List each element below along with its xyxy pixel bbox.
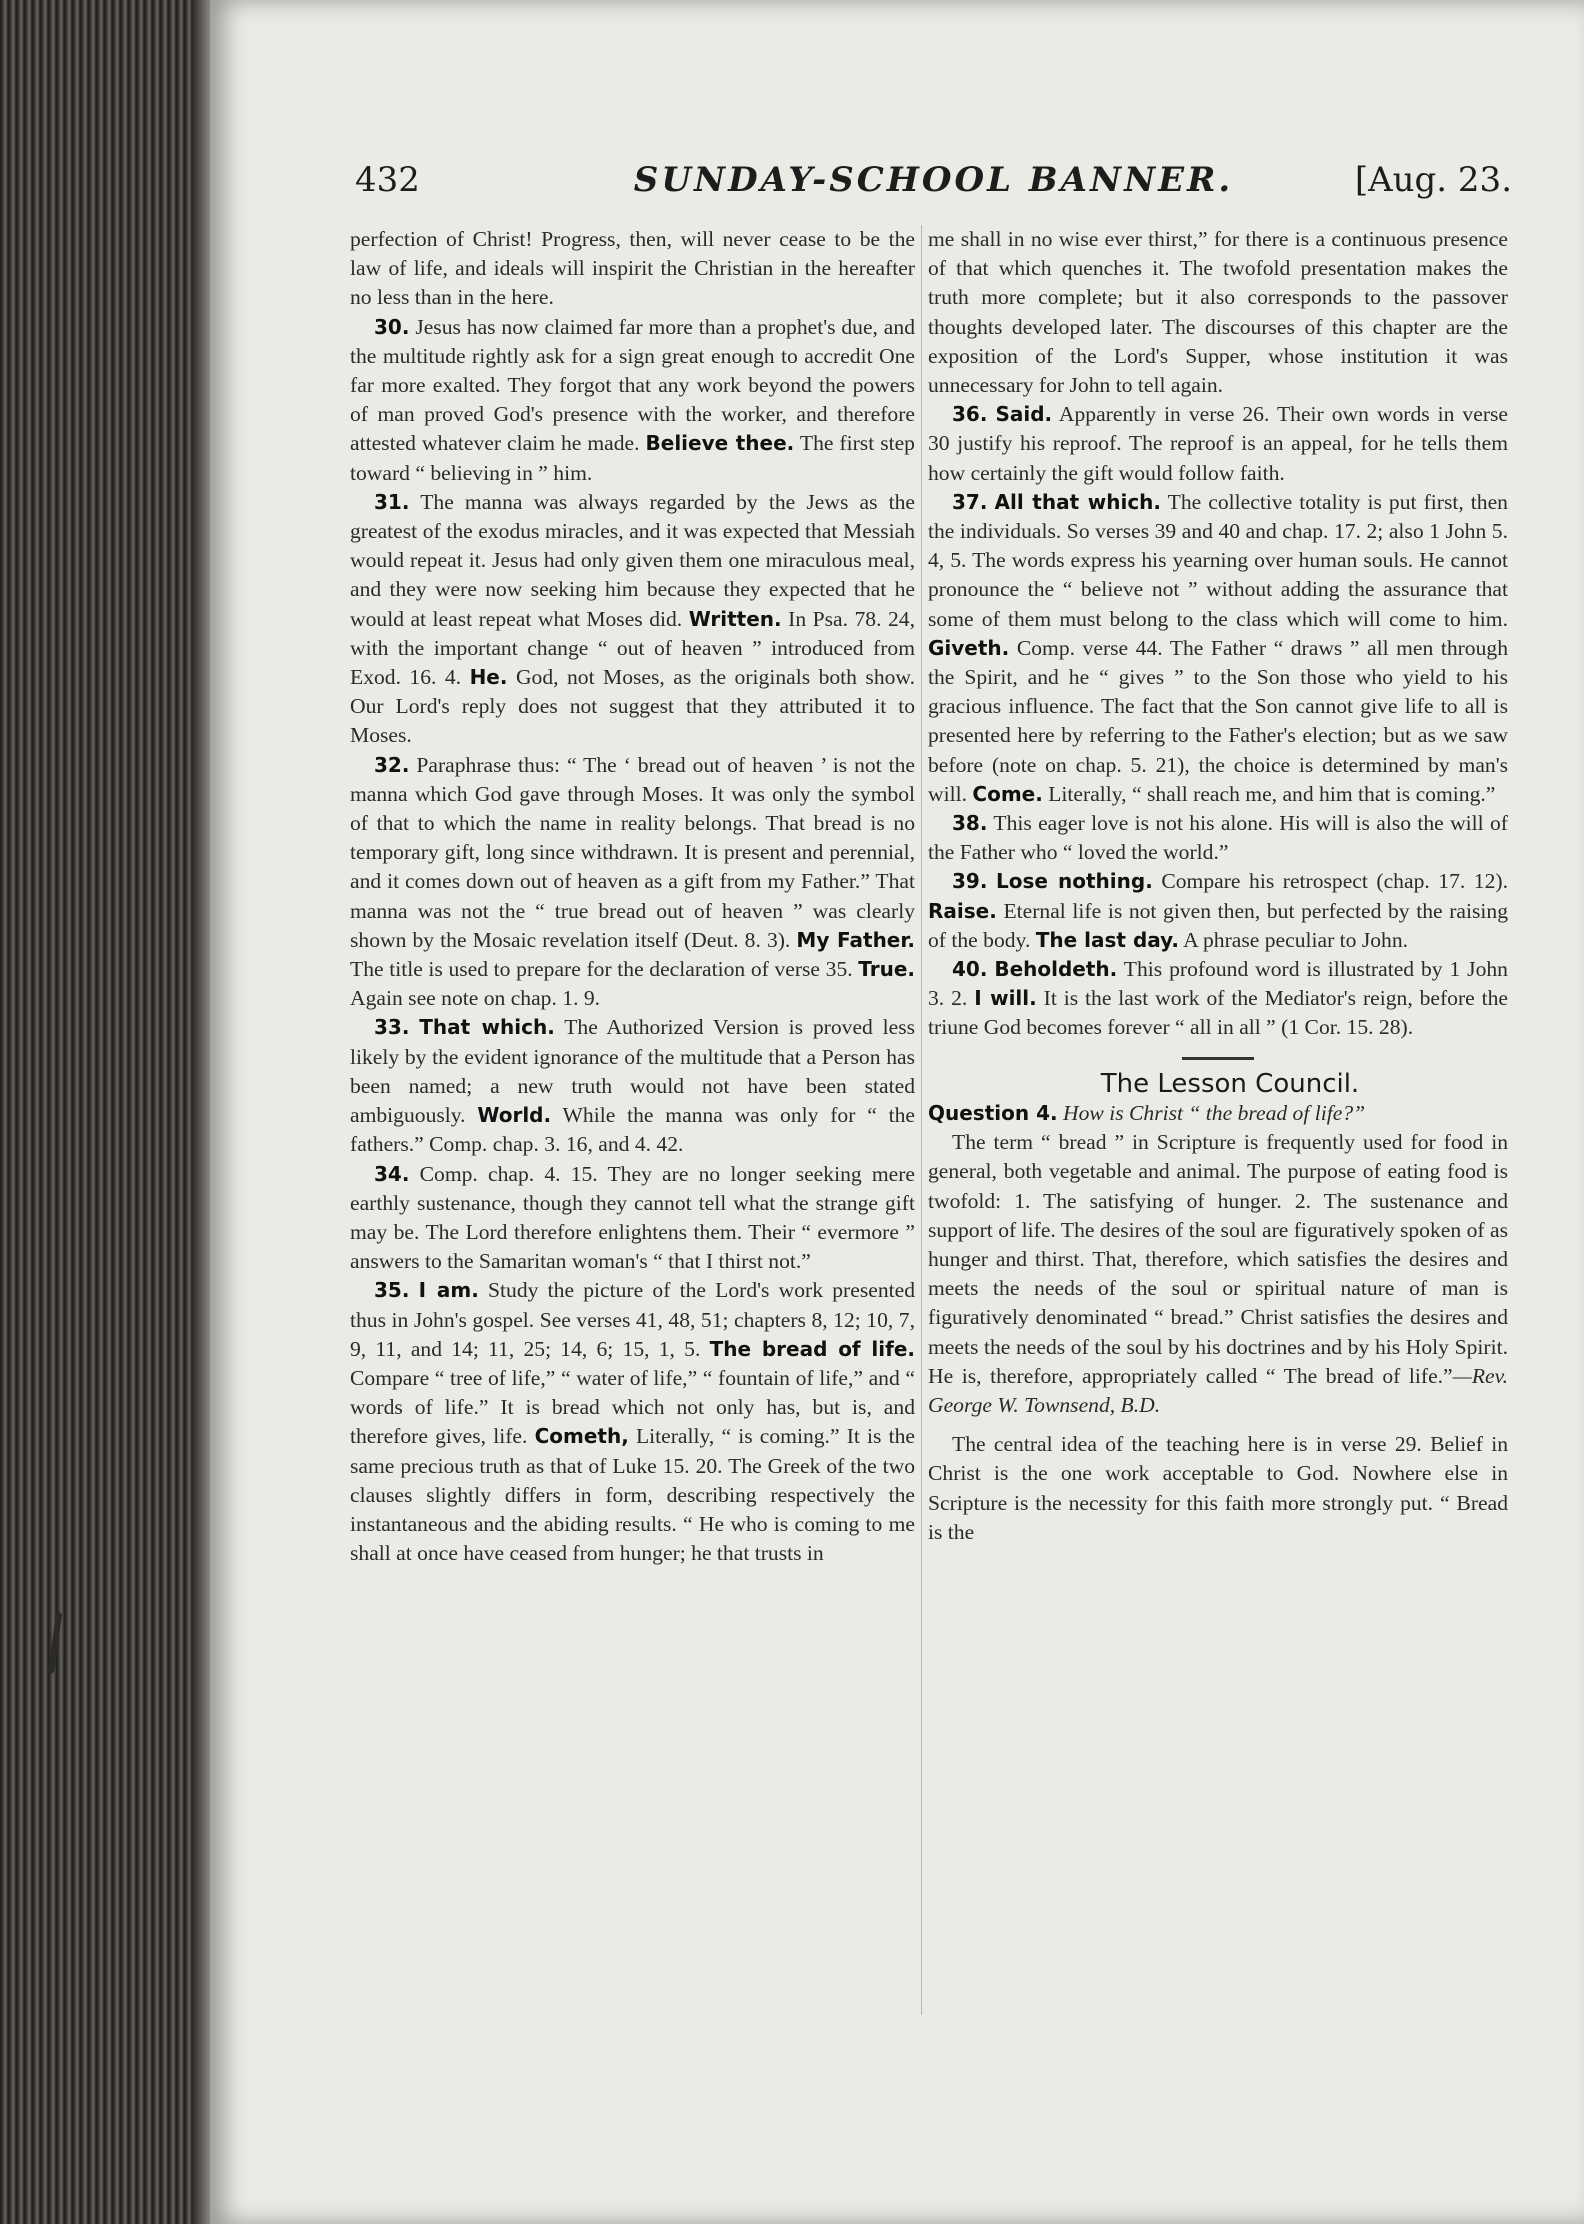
paragraph: perfection of Christ! Progress, then, will never cease to be the law of life, and ideals will inspirit the Christian in the hereafter no less than in the here.	[350, 227, 915, 310]
note-30: 30. Jesus has now claimed far more than a prophet's due, and the multitude rightly ask for a sign great enough to accredit One far more exalted. They forgot that any work beyond the powers of man proved God's presence with the worker, and therefore attested whatever claim he made. Believe thee. The first step toward “ believing in ” him.	[350, 314, 915, 485]
note-33: 33. That which. The Authorized Version is proved less likely by the evident ignorance of the multitude that a Person has been named; a new truth would not have been stated ambiguously. World. While the manna was only for “ the fathers.” Comp. chap. 3. 16, and 4. 42.	[350, 1015, 915, 1157]
question: Question 4. How is Christ “ the bread of life?”	[928, 1100, 1366, 1125]
section-heading: The Lesson Council.	[1100, 1068, 1360, 1099]
book-page-edges	[0, 0, 210, 2224]
note-38: 38. This eager love is not his alone. His will is also the will of the Father who “ loved the world.”	[928, 811, 1508, 865]
note-31: 31. The manna was always regarded by the Jews as the greatest of the exodus miracles, and it was expected that Messiah would repeat it. Jesus had only given them one miraculous meal, and they were now seeking him because they expected that he would at least repeat what Moses did. Written. In Psa. 78. 24, with the important change “ out of heaven ” introduced from Exod. 16. 4. He. God, not Moses, as the originals both show. Our Lord's reply does not suggest that they attributed it to Moses.	[350, 489, 915, 748]
answer-paragraph: The term “ bread ” in Scripture is frequently used for food in general, both vegetable and animal. The purpose of eating food is twofold: 1. The satisfying of hunger. 2. The sustenance and support of life. The desires of the soul are figuratively spoken of as hunger and thirst. That, therefore, which satisfies the desires and meets the needs of the soul or spiritual nature of man is figuratively denominated “ bread.” Christ satisfies the desires and meets the needs of the soul by his doctrines and by his Holy Spirit. He is, therefore, appropriately called “ The bread of life.”—Rev. George W. Townsend, B.D.	[928, 1130, 1508, 1417]
right-column	[928, 225, 1508, 2165]
page-number: 432	[355, 160, 420, 200]
left-column	[350, 225, 915, 2165]
note-35: 35. I am. Study the picture of the Lord's work presented thus in John's gospel. See verses 41, 48, 51; chapters 8, 12; 10, 7, 9, 11, and 14; 11, 25; 14, 6; 15, 1, 5. The bread of life. Compare “ tree of life,” “ water of life,” “ fountain of life,” and “ words of life.” It is bread which not only has, but is, and therefore gives, life. Cometh, Literally, “ is coming.” It is the same precious truth as that of Luke 15. 20. The Greek of the two clauses slightly differs in form, describing respectively the instantaneous and the abiding results. “ He who is coming to me shall at once have ceased from hunger; he that trusts in	[350, 1278, 915, 1566]
note-32: 32. Paraphrase thus: “ The ‘ bread out of heaven ’ is not the manna which God gave through Moses. It was only the symbol of that to which the name in reality belongs. That bread is no temporary gift, long since withdrawn. It is present and perennial, and it comes down out of heaven as a gift from my Father.” That manna was not the “ true bread out of heaven ” was clearly shown by the Mosaic revelation itself (Deut. 8. 3). My Father. The title is used to prepare for the declaration of verse 35. True. Again see note on chap. 1. 9.	[350, 752, 915, 1011]
section-rule	[1182, 1057, 1254, 1060]
note-40: 40. Beholdeth. This profound word is illustrated by 1 John 3. 2. I will. It is the last work of the Mediator's reign, before the triune God becomes forever “ all in all ” (1 Cor. 15. 28).	[928, 957, 1508, 1040]
note-39: 39. Lose nothing. Compare his retrospect (chap. 17. 12). Raise. Eternal life is not given then, but perfected by the raising of the body. The last day. A phrase peculiar to John.	[928, 869, 1508, 952]
book-page	[210, 0, 1584, 2224]
note-37: 37. All that which. The collective totality is put first, then the individuals. So verses 39 and 40 and chap. 17. 2; also 1 John 5. 4, 5. The words express his yearning over human souls. He cannot pronounce the “ believe not ” without adding the assurance that some of them must belong to the class which will come to him. Giveth. Comp. verse 44. The Father “ draws ” all men through the Spirit, and he “ gives ” to the Son those who yield to his gracious influence. The fact that the Son cannot give life to all is presented here by referring to the Father's election; but as we saw before (note on chap. 5. 21), the choice is determined by man's will. Come. Literally, “ shall reach me, and him that is coming.”	[928, 489, 1508, 806]
column-divider	[921, 225, 922, 2015]
running-title: SUNDAY-SCHOOL BANNER.	[633, 160, 1234, 200]
note-34: 34. Comp. chap. 4. 15. They are no longer seeking mere earthly sustenance, though they cannot tell what the strange gift may be. The Lord therefore enlightens them. Their “ evermore ” answers to the Samaritan woman's “ that I thirst not.”	[350, 1161, 915, 1274]
answer-paragraph: The central idea of the teaching here is in verse 29. Belief in Christ is the one work acceptable to God. Nowhere else in Scripture is the necessity for this faith more strongly put. “ Bread is the	[928, 1432, 1508, 1544]
page-header	[355, 160, 1512, 210]
note-36: 36. Said. Apparently in verse 26. Their own words in verse 30 justify his reproof. The reproof is an appeal, for he tells them how certainly the gift would follow faith.	[928, 402, 1508, 485]
issue-date: [Aug. 23.	[1354, 160, 1512, 200]
paragraph: me shall in no wise ever thirst,” for there is a continuous presence of that which quenches it. The twofold presentation makes the truth more complete; but it also corresponds to the passover thoughts developed later. The discourses of this chapter are the exposition of the Lord's Supper, whose institution it was unnecessary for John to tell again.	[928, 227, 1508, 398]
